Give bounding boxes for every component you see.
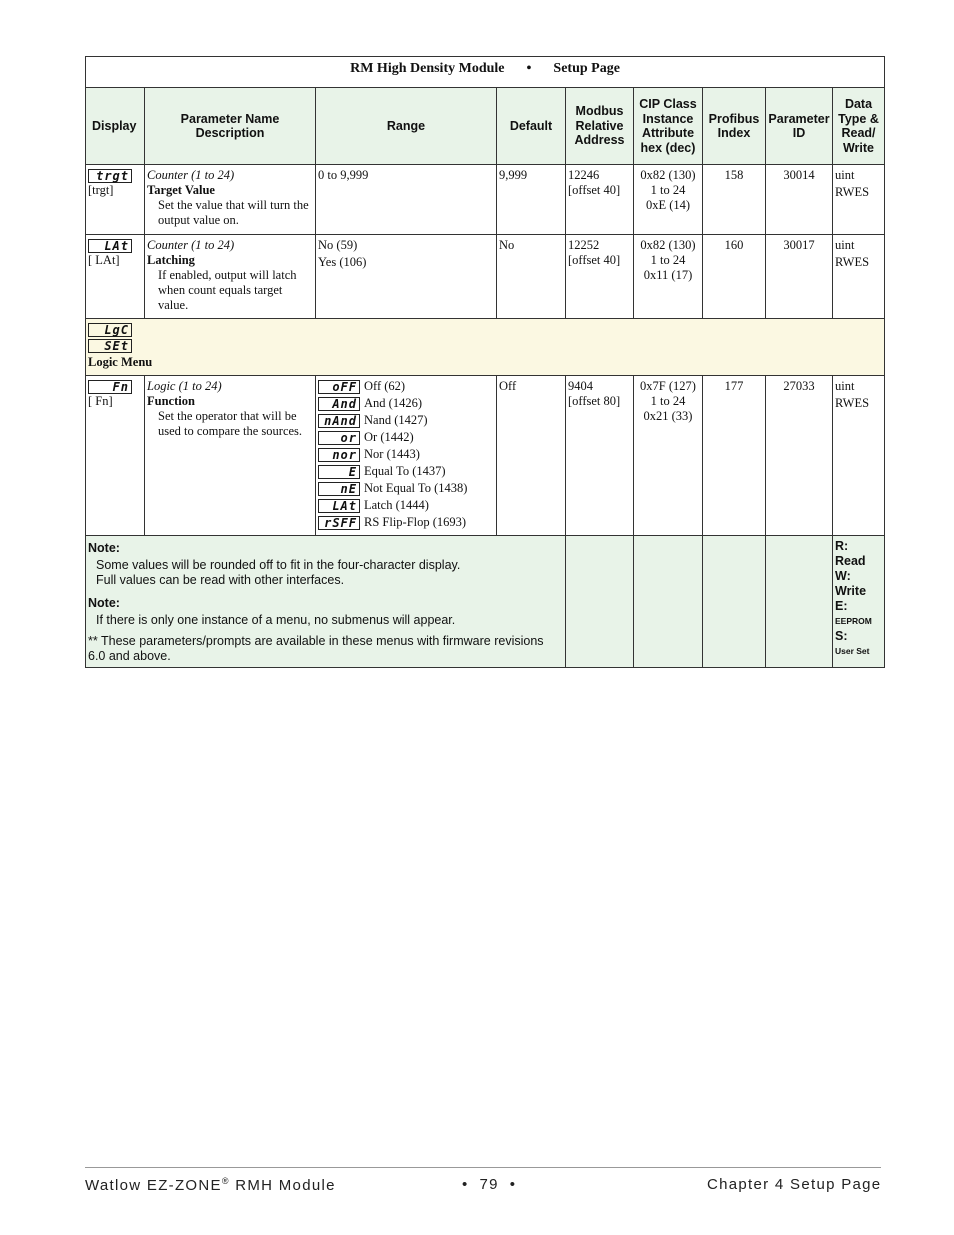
- range-option: [318, 497, 494, 514]
- note-text: If there is only one instance of a menu, no submenus will appear.: [96, 613, 456, 627]
- modbus-offset: [offset 40]: [568, 183, 621, 197]
- cip-class: 0x7F (127): [640, 379, 696, 393]
- table-row: [86, 376, 885, 536]
- legend-user-set: [835, 629, 882, 659]
- legend-eeprom-key: E:: [835, 599, 848, 613]
- range-option: [318, 480, 494, 497]
- cip-cell: [634, 235, 703, 319]
- note-label: Note:: [88, 541, 120, 555]
- range-value: No (59): [318, 238, 358, 252]
- option-label: Off (62): [364, 379, 406, 393]
- display-text: [ LAt]: [88, 253, 120, 268]
- notes-row: [86, 536, 885, 668]
- lcd-option: E: [318, 465, 360, 479]
- param-name: Latching: [147, 253, 195, 267]
- lcd-option: or: [318, 431, 360, 445]
- data-type: uint: [835, 238, 855, 252]
- empty-cell: [766, 536, 833, 668]
- menu-label: Logic Menu: [88, 354, 153, 369]
- read-write: RWES: [835, 396, 870, 410]
- legend-cell: [833, 536, 885, 668]
- table-title-row: [86, 57, 885, 88]
- counter-range: Counter (1 to 24): [147, 238, 235, 252]
- footer-product: [85, 1176, 336, 1194]
- display-text: [trgt]: [88, 183, 114, 198]
- option-label: RS Flip-Flop (1693): [364, 515, 467, 529]
- header-cip: CIP Class Instance Attribute hex (dec): [634, 88, 703, 165]
- lcd-display: LAt: [88, 239, 132, 253]
- display-cell: [86, 376, 145, 536]
- data-type: uint: [835, 379, 855, 393]
- param-description: Set the value that will turn the output value on.: [158, 198, 309, 227]
- display-text: [ Fn]: [88, 394, 113, 409]
- cip-attribute: 0x21 (33): [643, 409, 693, 423]
- data-type-cell: [833, 376, 885, 536]
- counter-range: Counter (1 to 24): [147, 168, 235, 182]
- range-cell: [316, 376, 497, 536]
- menu-cell: [86, 319, 885, 376]
- cip-instance: 1 to 24: [650, 394, 686, 408]
- header-param-id: Parameter ID: [766, 88, 833, 165]
- range-cell: [316, 235, 497, 319]
- range-value: 0 to 9,999: [318, 168, 369, 182]
- modbus-cell: [566, 376, 634, 536]
- header-data-type: Data Type & Read/ Write: [833, 88, 885, 165]
- lcd-option: nAnd: [318, 414, 360, 428]
- param-cell: [145, 376, 316, 536]
- note-label: Note:: [88, 596, 120, 610]
- option-label: Nand (1427): [364, 413, 428, 427]
- header-param-name: Parameter Name Description: [145, 88, 316, 165]
- default-cell: Off: [497, 376, 566, 536]
- profibus-cell: 158: [703, 165, 766, 235]
- footer-divider: [85, 1167, 881, 1168]
- lcd-option: rSFF: [318, 516, 360, 530]
- lcd-display: Fn: [88, 380, 132, 394]
- lcd-option: oFF: [318, 380, 360, 394]
- modbus-cell: [566, 235, 634, 319]
- modbus-cell: [566, 165, 634, 235]
- legend-eeprom: [835, 599, 882, 629]
- param-cell: [145, 165, 316, 235]
- range-option: [318, 378, 494, 395]
- footer-registered-mark: ®: [221, 1176, 230, 1186]
- legend-user-set-key: S:: [835, 629, 848, 643]
- table-row: [86, 165, 885, 235]
- header-range: Range: [316, 88, 497, 165]
- footer-chapter: Chapter 4 Setup Page: [707, 1176, 882, 1193]
- parameter-table: [85, 56, 885, 668]
- cip-instance: 1 to 24: [650, 183, 686, 197]
- cip-instance: 1 to 24: [650, 253, 686, 267]
- option-label: Not Equal To (1438): [364, 481, 468, 495]
- range-option: [318, 463, 494, 480]
- empty-cell: [566, 536, 634, 668]
- param-description: Set the operator that will be used to compare the sources.: [158, 409, 303, 438]
- note-text: Full values can be read with other interfaces.: [96, 573, 345, 587]
- legend-eeprom-value: EEPROM: [835, 616, 872, 626]
- cip-cell: [634, 376, 703, 536]
- header-modbus: Modbus Relative Address: [566, 88, 634, 165]
- lcd-option: And: [318, 397, 360, 411]
- display-cell: [86, 165, 145, 235]
- range-option: [318, 395, 494, 412]
- table-row: [86, 235, 885, 319]
- header-row: [86, 88, 885, 165]
- title-separator: •: [526, 61, 532, 76]
- range-option: [318, 514, 494, 531]
- counter-range: Logic (1 to 24): [147, 379, 222, 393]
- range-option: [318, 429, 494, 446]
- data-type-cell: [833, 235, 885, 319]
- empty-cell: [634, 536, 703, 668]
- param-id-cell: 30014: [766, 165, 833, 235]
- option-label: Nor (1443): [364, 447, 420, 461]
- lcd-display: trgt: [88, 169, 132, 183]
- param-id-cell: 30017: [766, 235, 833, 319]
- notes-cell: [86, 536, 566, 668]
- header-profibus: Profibus Index: [703, 88, 766, 165]
- lcd-option: nor: [318, 448, 360, 462]
- cip-attribute: 0xE (14): [645, 198, 691, 212]
- footer-product-name: Watlow EZ-ZONE: [85, 1177, 222, 1194]
- range-value: Yes (106): [318, 255, 367, 269]
- default-cell: No: [497, 235, 566, 319]
- lcd-option: nE: [318, 482, 360, 496]
- cip-cell: [634, 165, 703, 235]
- option-label: Latch (1444): [364, 498, 429, 512]
- cip-class: 0x82 (130): [640, 168, 696, 182]
- param-name: Target Value: [147, 183, 215, 197]
- read-write: RWES: [835, 255, 870, 269]
- param-id-cell: 27033: [766, 376, 833, 536]
- range-option: [318, 412, 494, 429]
- profibus-cell: 160: [703, 235, 766, 319]
- profibus-cell: 177: [703, 376, 766, 536]
- default-cell: 9,999: [497, 165, 566, 235]
- range-option: [318, 446, 494, 463]
- range-cell: [316, 165, 497, 235]
- lcd-menu-set: SEt: [88, 339, 132, 353]
- legend-read: R: Read: [835, 539, 866, 568]
- lcd-menu-code: LgC: [88, 323, 132, 337]
- header-display: Display: [86, 88, 145, 165]
- modbus-offset: [offset 80]: [568, 394, 621, 408]
- title-page: Setup Page: [553, 61, 620, 76]
- note-text: Some values will be rounded off to fit in the four-character display.: [96, 558, 461, 572]
- header-default: Default: [497, 88, 566, 165]
- empty-cell: [703, 536, 766, 668]
- param-description: If enabled, output will latch when count equals target value.: [158, 268, 297, 312]
- note-text: ** These parameters/prompts are available in these menus with firmware revisions 6.0 and above.: [88, 634, 544, 663]
- lcd-option: LAt: [318, 499, 360, 513]
- menu-row: [86, 319, 885, 376]
- modbus-address: 12252: [568, 238, 600, 252]
- param-name: Function: [147, 394, 195, 408]
- option-label: Equal To (1437): [364, 464, 446, 478]
- legend-user-set-value: User Set: [835, 646, 870, 656]
- modbus-address: 12246: [568, 168, 600, 182]
- table-title: [86, 57, 885, 88]
- read-write: RWES: [835, 185, 870, 199]
- legend-write: W: Write: [835, 569, 867, 598]
- title-module: RM High Density Module: [350, 61, 505, 76]
- cip-attribute: 0x11 (17): [643, 268, 693, 282]
- param-cell: [145, 235, 316, 319]
- cip-class: 0x82 (130): [640, 238, 696, 252]
- option-label: Or (1442): [364, 430, 414, 444]
- footer-product-module: RMH Module: [229, 1177, 336, 1194]
- data-type: uint: [835, 168, 855, 182]
- option-label: And (1426): [364, 396, 422, 410]
- modbus-address: 9404: [568, 379, 593, 393]
- display-cell: [86, 235, 145, 319]
- modbus-offset: [offset 40]: [568, 253, 621, 267]
- data-type-cell: [833, 165, 885, 235]
- footer-page-number: • 79 •: [462, 1176, 517, 1193]
